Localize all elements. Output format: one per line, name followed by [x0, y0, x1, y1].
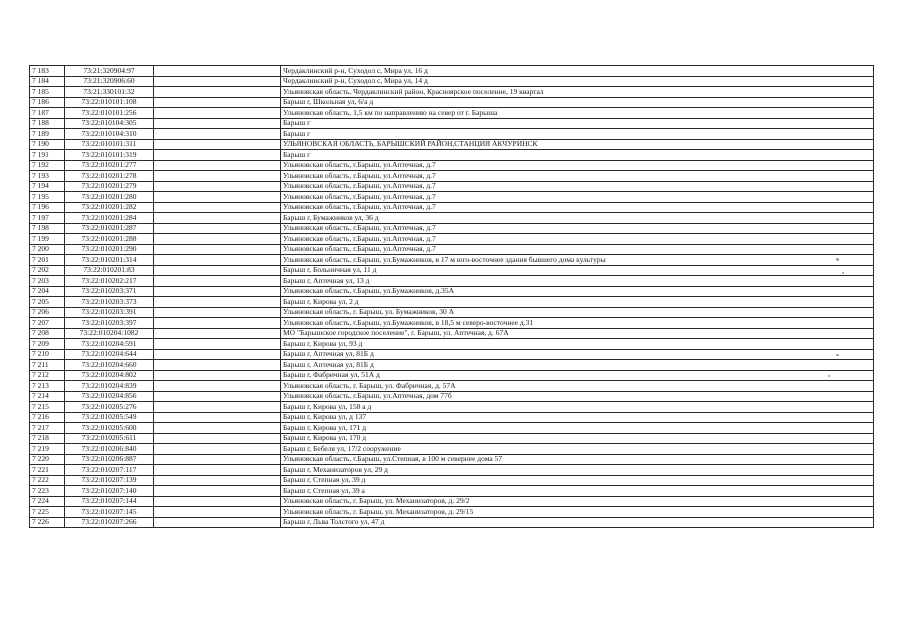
- row-number-cell: 7 193: [30, 171, 65, 182]
- cadastral-number-cell: 73:22:010204:839: [65, 381, 154, 392]
- registry-table-body: [30, 66, 874, 528]
- address-cell: Барыш г: [281, 129, 874, 140]
- cadastral-number-cell: 73:22:010207:144: [65, 496, 154, 507]
- cadastral-number-cell: 73:21:330101:32: [65, 87, 154, 98]
- empty-cell: [154, 297, 281, 308]
- cadastral-number-cell: 73:22:010203:371: [65, 286, 154, 297]
- empty-cell: [154, 307, 281, 318]
- empty-cell: [154, 223, 281, 234]
- empty-cell: [154, 339, 281, 350]
- row-number-cell: 7 206: [30, 307, 65, 318]
- empty-cell: [154, 454, 281, 465]
- cadastral-number-cell: 73:22:010204:856: [65, 391, 154, 402]
- row-number-cell: 7 186: [30, 97, 65, 108]
- empty-cell: [154, 349, 281, 360]
- cadastral-number-cell: 73:22:010205:611: [65, 433, 154, 444]
- address-cell: Ульяновская область, 1,5 км по направлению на север от г. Барыша: [281, 108, 874, 119]
- cadastral-number-cell: 73:22:010201:279: [65, 181, 154, 192]
- row-number-cell: 7 199: [30, 234, 65, 245]
- table-row: [30, 370, 874, 381]
- address-cell: Ульяновская область, г. Барыш, ул. Бумажников, 30 А: [281, 307, 874, 318]
- address-cell: Барыш г, Больничная ул, 11 д: [281, 265, 874, 276]
- cadastral-number-cell: 73:22:010207:145: [65, 507, 154, 518]
- empty-cell: [154, 150, 281, 161]
- empty-cell: [154, 391, 281, 402]
- address-cell: Барыш г, Кирова ул, 170 д: [281, 433, 874, 444]
- address-cell: Барыш г, Аптечная ул, 81Б д: [281, 360, 874, 371]
- cadastral-number-cell: 73:22:010204:591: [65, 339, 154, 350]
- table-row: [30, 360, 874, 371]
- empty-cell: [154, 244, 281, 255]
- address-cell: Ульяновская область, г.Барыш, ул.Бумажников, д.35А: [281, 286, 874, 297]
- cadastral-number-cell: 73:22:010201:280: [65, 192, 154, 203]
- cadastral-number-cell: 73:22:010104:305: [65, 118, 154, 129]
- table-row: [30, 129, 874, 140]
- table-row: [30, 66, 874, 77]
- empty-cell: [154, 97, 281, 108]
- table-row: [30, 465, 874, 476]
- property-registry-table: [29, 65, 874, 528]
- table-row: [30, 412, 874, 423]
- empty-cell: [154, 181, 281, 192]
- empty-cell: [154, 486, 281, 497]
- empty-cell: [154, 265, 281, 276]
- table-row: [30, 391, 874, 402]
- cadastral-number-cell: 73:22:010204:802: [65, 370, 154, 381]
- empty-cell: [154, 402, 281, 413]
- row-number-cell: 7 195: [30, 192, 65, 203]
- table-row: [30, 87, 874, 98]
- address-cell: Ульяновская область, г.Барыш, ул.Аптечная, д.7: [281, 202, 874, 213]
- table-row: [30, 349, 874, 360]
- row-number-cell: 7 197: [30, 213, 65, 224]
- table-row: [30, 444, 874, 455]
- table-row: [30, 97, 874, 108]
- table-row: [30, 76, 874, 87]
- table-row: [30, 496, 874, 507]
- cadastral-number-cell: 73:22:010201:282: [65, 202, 154, 213]
- empty-cell: [154, 433, 281, 444]
- cadastral-number-cell: 73:22:010204:1082: [65, 328, 154, 339]
- table-row: [30, 307, 874, 318]
- row-number-cell: 7 207: [30, 318, 65, 329]
- cadastral-number-cell: 73:22:010101:256: [65, 108, 154, 119]
- empty-cell: [154, 66, 281, 77]
- table-row: [30, 223, 874, 234]
- row-number-cell: 7 218: [30, 433, 65, 444]
- empty-cell: [154, 234, 281, 245]
- row-number-cell: 7 222: [30, 475, 65, 486]
- empty-cell: [154, 118, 281, 129]
- row-number-cell: 7 223: [30, 486, 65, 497]
- row-number-cell: 7 202: [30, 265, 65, 276]
- cadastral-number-cell: 73:22:010207:117: [65, 465, 154, 476]
- address-cell: Ульяновская область, г.Барыш, ул.Аптечная, д.7: [281, 192, 874, 203]
- row-number-cell: 7 196: [30, 202, 65, 213]
- empty-cell: [154, 370, 281, 381]
- table-row: [30, 433, 874, 444]
- table-row: [30, 276, 874, 287]
- empty-cell: [154, 318, 281, 329]
- empty-cell: [154, 465, 281, 476]
- row-number-cell: 7 201: [30, 255, 65, 266]
- address-cell: Барыш г, Степная ул, 39 а: [281, 486, 874, 497]
- table-row: [30, 402, 874, 413]
- cadastral-number-cell: 73:22:010203:391: [65, 307, 154, 318]
- table-row: [30, 181, 874, 192]
- address-cell: Барыш г, Кирова ул, 171 д: [281, 423, 874, 434]
- cadastral-number-cell: 73:22:010206:887: [65, 454, 154, 465]
- address-cell: Ульяновская область, г. Барыш, ул. Фабричная, д. 57А: [281, 381, 874, 392]
- scan-speck: [836, 354, 839, 356]
- cadastral-number-cell: 73:22:010201:314: [65, 255, 154, 266]
- address-cell: Барыш г, Степная ул, 39 д: [281, 475, 874, 486]
- address-cell: МО "Барышское городское поселение", г. Барыш, ул. Аптечная, д. 67А: [281, 328, 874, 339]
- empty-cell: [154, 213, 281, 224]
- table-row: [30, 507, 874, 518]
- address-cell: Ульяновская область, г.Барыш, ул.Бумажников, в 17 м юго-восточнее здания бывшего дома культуры: [281, 255, 874, 266]
- row-number-cell: 7 212: [30, 370, 65, 381]
- empty-cell: [154, 475, 281, 486]
- empty-cell: [154, 160, 281, 171]
- address-cell: Ульяновская область, г. Барыш, ул. Механизаторов, д. 29/15: [281, 507, 874, 518]
- empty-cell: [154, 360, 281, 371]
- cadastral-number-cell: 73:21:320906:60: [65, 76, 154, 87]
- empty-cell: [154, 171, 281, 182]
- row-number-cell: 7 224: [30, 496, 65, 507]
- cadastral-number-cell: 73:22:010205:600: [65, 423, 154, 434]
- empty-cell: [154, 139, 281, 150]
- table-row: [30, 139, 874, 150]
- address-cell: Барыш г, Аптечная ул, 81Б д: [281, 349, 874, 360]
- table-row: [30, 286, 874, 297]
- row-number-cell: 7 216: [30, 412, 65, 423]
- address-cell: Барыш г, Школьная ул, 6/а д: [281, 97, 874, 108]
- address-cell: Барыш г, Кирова ул, 158 а д: [281, 402, 874, 413]
- table-row: [30, 339, 874, 350]
- table-row: [30, 423, 874, 434]
- address-cell: Ульяновская область, г.Барыш, ул.Аптечная, д.7: [281, 181, 874, 192]
- cadastral-number-cell: 73:22:010207:140: [65, 486, 154, 497]
- cadastral-number-cell: 73:22:010201:83: [65, 265, 154, 276]
- row-number-cell: 7 217: [30, 423, 65, 434]
- scan-speck: [842, 272, 844, 274]
- empty-cell: [154, 76, 281, 87]
- table-row: [30, 328, 874, 339]
- row-number-cell: 7 198: [30, 223, 65, 234]
- row-number-cell: 7 184: [30, 76, 65, 87]
- cadastral-number-cell: 73:22:010201:284: [65, 213, 154, 224]
- empty-cell: [154, 202, 281, 213]
- address-cell: Барыш г: [281, 150, 874, 161]
- address-cell: УЛЬЯНОВСКАЯ ОБЛАСТЬ, БАРЫШСКИЙ РАЙОН,СТАНЦИЯ АКЧУРИНСК: [281, 139, 874, 150]
- table-row: [30, 517, 874, 528]
- address-cell: Барыш г, Механизаторов ул, 29 д: [281, 465, 874, 476]
- row-number-cell: 7 187: [30, 108, 65, 119]
- address-cell: Ульяновская область, г.Барыш, ул.Аптечная, д.7: [281, 223, 874, 234]
- address-cell: Барыш г: [281, 118, 874, 129]
- empty-cell: [154, 87, 281, 98]
- row-number-cell: 7 211: [30, 360, 65, 371]
- row-number-cell: 7 185: [30, 87, 65, 98]
- address-cell: Ульяновская область, г.Барыш, ул.Аптечная, д.7: [281, 160, 874, 171]
- table-row: [30, 318, 874, 329]
- cadastral-number-cell: 73:22:010101:311: [65, 139, 154, 150]
- cadastral-number-cell: 73:22:010104:310: [65, 129, 154, 140]
- row-number-cell: 7 213: [30, 381, 65, 392]
- cadastral-number-cell: 73:22:010205:276: [65, 402, 154, 413]
- table-row: [30, 108, 874, 119]
- row-number-cell: 7 208: [30, 328, 65, 339]
- address-cell: Чердаклинский р-н, Суходол с, Мира ул, 16 д: [281, 66, 874, 77]
- empty-cell: [154, 412, 281, 423]
- table-row: [30, 297, 874, 308]
- cadastral-number-cell: 73:22:010201:288: [65, 234, 154, 245]
- empty-cell: [154, 517, 281, 528]
- cadastral-number-cell: 73:22:010201:290: [65, 244, 154, 255]
- table-row: [30, 475, 874, 486]
- address-cell: Барыш г, Фабричная ул, 51А д: [281, 370, 874, 381]
- cadastral-number-cell: 73:22:010206:840: [65, 444, 154, 455]
- cadastral-number-cell: 73:22:010203:397: [65, 318, 154, 329]
- row-number-cell: 7 190: [30, 139, 65, 150]
- row-number-cell: 7 188: [30, 118, 65, 129]
- row-number-cell: 7 194: [30, 181, 65, 192]
- empty-cell: [154, 286, 281, 297]
- table-row: [30, 213, 874, 224]
- row-number-cell: 7 221: [30, 465, 65, 476]
- row-number-cell: 7 214: [30, 391, 65, 402]
- empty-cell: [154, 255, 281, 266]
- empty-cell: [154, 496, 281, 507]
- scan-speck: [836, 258, 839, 261]
- empty-cell: [154, 276, 281, 287]
- cadastral-number-cell: 73:22:010204:660: [65, 360, 154, 371]
- cadastral-number-cell: 73:22:010101:108: [65, 97, 154, 108]
- row-number-cell: 7 205: [30, 297, 65, 308]
- cadastral-number-cell: 73:22:010201:277: [65, 160, 154, 171]
- address-cell: Ульяновская область, г.Барыш, ул.Аптечная, д.7: [281, 171, 874, 182]
- cadastral-number-cell: 73:22:010101:319: [65, 150, 154, 161]
- row-number-cell: 7 183: [30, 66, 65, 77]
- row-number-cell: 7 209: [30, 339, 65, 350]
- address-cell: Чердаклинский р-н, Суходол с, Мира ул, 14 д: [281, 76, 874, 87]
- table-row: [30, 234, 874, 245]
- table-row: [30, 150, 874, 161]
- cadastral-number-cell: 73:22:010201:287: [65, 223, 154, 234]
- table-row: [30, 244, 874, 255]
- address-cell: Барыш г, Кирова ул, д 137: [281, 412, 874, 423]
- address-cell: Ульяновская область, г.Барыш, ул.Аптечная, д.7: [281, 234, 874, 245]
- row-number-cell: 7 192: [30, 160, 65, 171]
- row-number-cell: 7 225: [30, 507, 65, 518]
- empty-cell: [154, 108, 281, 119]
- address-cell: Барыш г, Аптечная ул, 13 д: [281, 276, 874, 287]
- cadastral-number-cell: 73:22:010205:549: [65, 412, 154, 423]
- empty-cell: [154, 129, 281, 140]
- address-cell: Барыш г, Кирова ул, 93 д: [281, 339, 874, 350]
- table-row: [30, 486, 874, 497]
- cadastral-number-cell: 73:22:010202:217: [65, 276, 154, 287]
- table-row: [30, 454, 874, 465]
- address-cell: Ульяновская область, г.Барыш, ул.Степная, в 100 м севернее дома 57: [281, 454, 874, 465]
- address-cell: Ульяновская область, г.Барыш, ул.Бумажников, в 18,5 м северо-восточнее д.31: [281, 318, 874, 329]
- row-number-cell: 7 219: [30, 444, 65, 455]
- row-number-cell: 7 210: [30, 349, 65, 360]
- address-cell: Барыш г, Бумажников ул, 36 д: [281, 213, 874, 224]
- address-cell: Ульяновская область, Чердаклинский район, Красноярское поселение, 19 квартал: [281, 87, 874, 98]
- address-cell: Барыш г, Льва Толстого ул, 47 д: [281, 517, 874, 528]
- row-number-cell: 7 191: [30, 150, 65, 161]
- row-number-cell: 7 203: [30, 276, 65, 287]
- table-row: [30, 160, 874, 171]
- cadastral-number-cell: 73:22:010203:373: [65, 297, 154, 308]
- table-row: [30, 381, 874, 392]
- cadastral-number-cell: 73:22:010207:266: [65, 517, 154, 528]
- row-number-cell: 7 226: [30, 517, 65, 528]
- empty-cell: [154, 192, 281, 203]
- table-row: [30, 255, 874, 266]
- table-row: [30, 265, 874, 276]
- table-row: [30, 118, 874, 129]
- cadastral-number-cell: 73:22:010207:139: [65, 475, 154, 486]
- empty-cell: [154, 328, 281, 339]
- row-number-cell: 7 215: [30, 402, 65, 413]
- empty-cell: [154, 507, 281, 518]
- address-cell: Ульяновская область, г.Барыш, ул.Аптечная, дом 77б: [281, 391, 874, 402]
- address-cell: Ульяновская область, г. Барыш, ул. Механизаторов, д. 29/2: [281, 496, 874, 507]
- row-number-cell: 7 189: [30, 129, 65, 140]
- empty-cell: [154, 381, 281, 392]
- row-number-cell: 7 220: [30, 454, 65, 465]
- row-number-cell: 7 200: [30, 244, 65, 255]
- cadastral-number-cell: 73:22:010204:644: [65, 349, 154, 360]
- cadastral-number-cell: 73:22:010201:278: [65, 171, 154, 182]
- scan-speck: [828, 375, 830, 377]
- table-row: [30, 202, 874, 213]
- address-cell: Барыш г, Бебеля ул, 17/2 сооружение: [281, 444, 874, 455]
- table-row: [30, 192, 874, 203]
- row-number-cell: 7 204: [30, 286, 65, 297]
- address-cell: Барыш г, Кирова ул, 2 д: [281, 297, 874, 308]
- cadastral-number-cell: 73:21:320904:97: [65, 66, 154, 77]
- address-cell: Ульяновская область, г.Барыш, ул.Аптечная, д.7: [281, 244, 874, 255]
- empty-cell: [154, 444, 281, 455]
- table-row: [30, 171, 874, 182]
- empty-cell: [154, 423, 281, 434]
